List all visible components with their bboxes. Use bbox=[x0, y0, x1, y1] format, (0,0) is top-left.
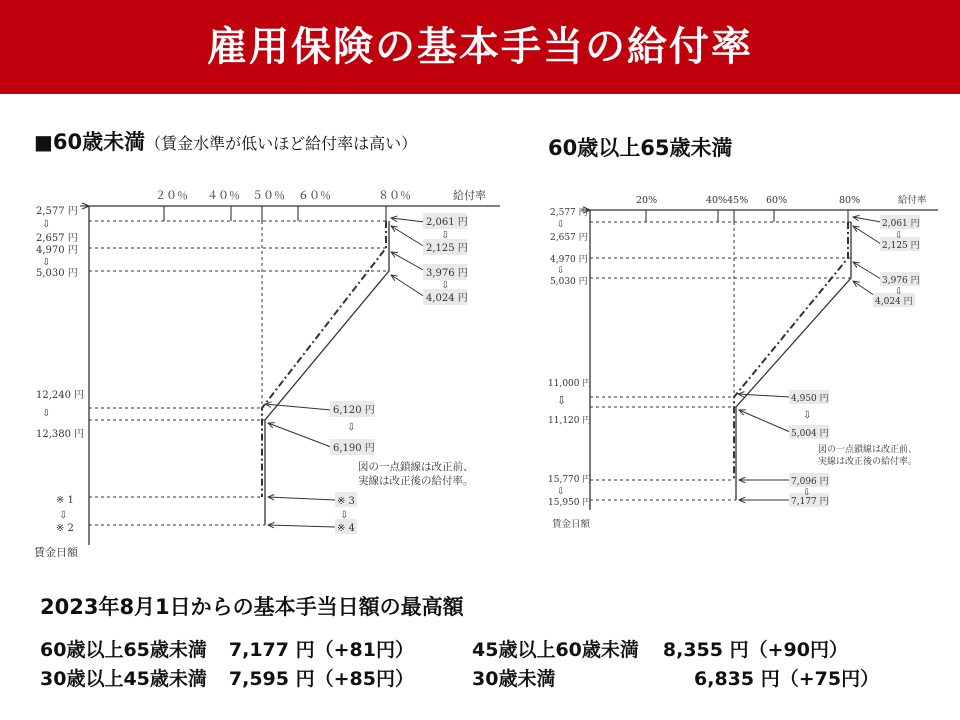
left-box-label: 6,120 円 bbox=[333, 405, 375, 416]
right-y-arrow-icon: ⇩ bbox=[557, 266, 565, 276]
right-section-heading: 60歳以上65歳未満 bbox=[548, 136, 733, 160]
left-y-arrow-icon: ⇩ bbox=[42, 219, 51, 230]
right-box-label: 4,950 円 bbox=[791, 394, 829, 404]
right-y-axis-label: 賃金日額 bbox=[552, 519, 591, 530]
right-y-label: 2,657 円 bbox=[550, 233, 588, 243]
left-y-axis-label: 賃金日額 bbox=[34, 546, 78, 559]
left-x-tick-50: ５０％ bbox=[252, 189, 285, 202]
left-box-label: 2,125 円 bbox=[426, 243, 468, 254]
max-amount-title: 2023年8月1日からの基本手当日額の最高額 bbox=[40, 595, 464, 619]
left-box-label: 4,024 円 bbox=[426, 293, 468, 304]
left-y-label: ※ 2 bbox=[56, 523, 74, 534]
right-note-line: 実線は改正後の給付率。 bbox=[818, 457, 918, 467]
left-x-tick-marks bbox=[164, 206, 386, 221]
right-box-label: 3,976 円 bbox=[882, 276, 920, 286]
right-x-axis-label: 給付率 bbox=[898, 195, 927, 206]
right-x-tick-60: 60% bbox=[766, 195, 788, 206]
left-y-label: 12,240 円 bbox=[36, 390, 85, 401]
max-amount-value: 6,835 円（+75円） bbox=[694, 668, 880, 690]
left-box-arrow-icon: ⇩ bbox=[441, 280, 450, 291]
right-note-line: 図の一点鎖線は改正前、 bbox=[818, 445, 918, 455]
left-y-arrow-icon: ⇩ bbox=[59, 510, 68, 521]
left-note-line: 図の一点鎖線は改正前、 bbox=[358, 461, 474, 473]
left-diagram-text bbox=[34, 188, 486, 559]
left-box-arrow-icon: ⇩ bbox=[347, 422, 356, 433]
left-box-label: ※ 3 bbox=[337, 496, 355, 507]
right-y-label: 15,950 円 bbox=[548, 498, 592, 508]
age-group-label: 60歳以上65歳未満 bbox=[40, 639, 207, 661]
max-amount-value: 8,355 円（+90円） bbox=[662, 639, 848, 661]
square-bullet-icon: ■ bbox=[34, 130, 53, 154]
right-x-tick-marks bbox=[646, 210, 848, 222]
right-y-arrow-icon: ⇩ bbox=[557, 394, 567, 407]
max-amount-value: 7,595 円（+85円） bbox=[228, 668, 414, 690]
right-y-label: 5,030 円 bbox=[550, 277, 588, 287]
left-note-line: 実線は改正後の給付率。 bbox=[358, 475, 474, 487]
max-amount-row bbox=[40, 664, 414, 691]
right-y-label: 11,000 円 bbox=[548, 379, 592, 389]
right-y-arrow-icon: ⇩ bbox=[557, 220, 565, 230]
right-box-label: 2,061 円 bbox=[882, 219, 920, 229]
right-y-label: 11,120 円 bbox=[548, 416, 592, 426]
left-box-label: 3,976 円 bbox=[426, 268, 468, 279]
left-dashed-guides bbox=[89, 221, 386, 525]
right-box-arrow-icon: ⇩ bbox=[803, 410, 812, 421]
age-group-label: 30歳未満 bbox=[472, 668, 556, 690]
page-title: 雇用保険の基本手当の給付率 bbox=[207, 24, 753, 70]
right-box-arrow-icon: ⇩ bbox=[895, 231, 903, 241]
age-group-label: 45歳以上60歳未満 bbox=[472, 639, 639, 661]
left-x-tick-60: ６０％ bbox=[298, 189, 331, 202]
right-box-arrow-icon: ⇩ bbox=[895, 287, 903, 297]
left-y-arrow-icon: ⇩ bbox=[42, 408, 51, 419]
right-y-label: 4,970 円 bbox=[550, 255, 588, 265]
left-y-label: ※ 1 bbox=[56, 495, 74, 506]
left-rate-line-before bbox=[262, 221, 386, 497]
left-box-arrow-icon: ⇩ bbox=[441, 230, 450, 241]
right-y-label: 15,770 円 bbox=[548, 475, 592, 485]
right-y-label: 2,577 円 bbox=[550, 208, 588, 218]
left-heading-subtext: （賃金水準が低いほど給付率は高い） bbox=[145, 134, 418, 153]
max-amount-value: 7,177 円（+81円） bbox=[228, 639, 414, 661]
left-y-label: 4,970 円 bbox=[36, 245, 78, 256]
right-box-arrow-icon: ⇩ bbox=[803, 488, 811, 498]
right-dashed-guides bbox=[590, 222, 851, 500]
left-box-label: 2,061 円 bbox=[426, 217, 468, 228]
left-y-arrow-icon: ⇩ bbox=[42, 257, 51, 268]
age-group-label: 30歳以上45歳未満 bbox=[40, 668, 207, 690]
left-x-tick-20: ２０％ bbox=[155, 189, 188, 202]
right-box-label: 4,024 円 bbox=[875, 297, 913, 307]
right-box-label: 5,004 円 bbox=[791, 429, 829, 439]
left-x-axis-label: 給付率 bbox=[453, 189, 486, 202]
right-x-tick-40-45: 40%45% bbox=[706, 195, 749, 206]
left-y-label: 5,030 円 bbox=[36, 268, 78, 279]
max-amount-value-box bbox=[694, 664, 879, 691]
left-y-label: 2,577 円 bbox=[36, 206, 78, 217]
right-box-label: 2,125 円 bbox=[882, 241, 920, 251]
right-x-tick-20: 20% bbox=[636, 195, 658, 206]
right-x-tick-80: 80% bbox=[839, 195, 861, 206]
left-y-label: 2,657 円 bbox=[36, 233, 78, 244]
left-y-label: 12,380 円 bbox=[36, 429, 85, 440]
max-amount-row bbox=[472, 635, 848, 662]
max-amount-row bbox=[472, 664, 555, 691]
left-heading-text: 60歳未満 bbox=[52, 130, 146, 154]
max-amount-row bbox=[40, 635, 414, 662]
left-box-arrow-icon: ⇩ bbox=[340, 510, 349, 521]
left-x-tick-80: ８０％ bbox=[378, 189, 411, 202]
left-diagram bbox=[80, 206, 500, 545]
left-box-label: ※ 4 bbox=[337, 523, 355, 534]
right-rate-line-before bbox=[734, 222, 848, 480]
left-x-tick-40: ４０％ bbox=[207, 189, 240, 202]
left-box-label: 6,190 円 bbox=[333, 443, 375, 454]
right-box-label: 7,096 円 bbox=[791, 477, 829, 487]
right-y-arrow-icon: ⇩ bbox=[557, 487, 565, 497]
right-box-label: 7,177 円 bbox=[791, 497, 829, 507]
